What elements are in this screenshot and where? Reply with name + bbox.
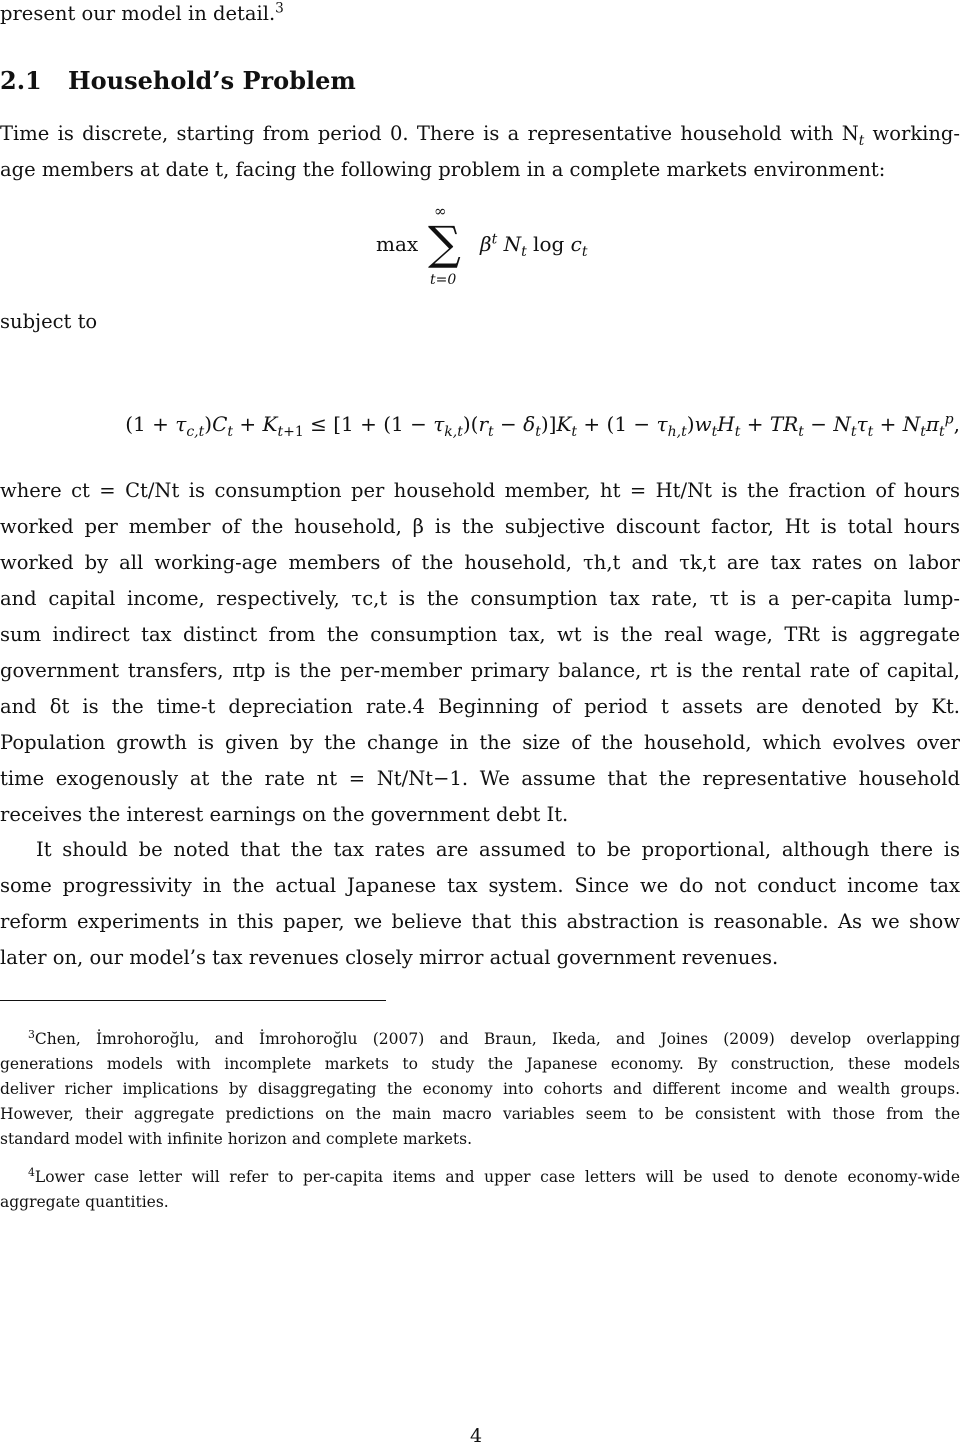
footnote3-marker: 3 <box>28 1027 35 1041</box>
summation-sign-icon: ∑ <box>428 216 461 270</box>
section-title: Household’s Problem <box>68 66 356 95</box>
paragraph1-line-2: worked per member of the household, β is the subjective discount factor, Ht is total hours <box>0 515 960 538</box>
footnote-ref-3[interactable]: 3 <box>275 0 284 17</box>
footnote4-marker: 4 <box>28 1165 35 1179</box>
paragraph1-line-7: and δt is the time-t depreciation rate.4 Beginning of period t assets are denoted by Kt. <box>0 695 960 718</box>
footnote4-line-1: $^4$Lower case letter will refer to per-capita items and upper case letters will be used to denote economy-wide <box>28 1165 960 1186</box>
page-number: 4 <box>470 1425 483 1447</box>
budget-constraint-equation: $(1 + \tau_{c,t})C_t + K_{t+1} \le [1 + (1 - \tau_{k,t})(r_t - \delta_t)]K_t + (1 - \tau_{h,t})w_tH_t + TR_t - N_t\tau_t + N_t\pi_t^p$, <box>125 411 960 440</box>
intro-line-1-tail: working- <box>864 122 960 145</box>
paragraph1-line-4: and capital income, respectively, τc,t is the consumption tax rate, τt is a per-capita lump- <box>0 587 960 610</box>
section-heading <box>0 66 356 95</box>
objective-equation <box>376 202 588 294</box>
intro-line-1-text: Time is discrete, starting from period 0. There is a representative household with $N_t$ working- <box>0 122 960 149</box>
footnote4-line-2: aggregate quantities. <box>0 1193 169 1211</box>
paragraph2-line-3: reform experiments in this paper, we believe that this abstraction is reasonable. As we show <box>0 910 960 933</box>
paragraph1-line-1: where ct = Ct/Nt is consumption per household member, ht = Ht/Nt is the fraction of hours <box>0 479 960 502</box>
paragraph2-line-4: later on, our model’s tax revenues closely mirror actual government revenues. <box>0 946 779 969</box>
footnote3-line-3: deliver richer implications by disaggregating the economy into cohorts and different income and wealth groups. <box>0 1080 960 1098</box>
objective-summand: $\beta^t$ $N_t$ $\log c_t$ <box>480 231 588 260</box>
top-line-text: present our model in detail. <box>0 2 276 25</box>
top-text-line <box>0 0 960 32</box>
sum-lower-limit: t=0 <box>430 272 457 288</box>
max-operator: max <box>376 232 419 256</box>
subscript-t: t <box>858 132 865 149</box>
paragraph1-line-10: receives the interest earnings on the government debt It. <box>0 803 569 826</box>
footnote3-line-2: generations models with incomplete markets to study the Japanese economy. By construction, these models <box>0 1055 960 1073</box>
footnote-rule <box>0 1000 386 1001</box>
paragraph1-line-5: sum indirect tax distinct from the consumption tax, wt is the real wage, TRt is aggregate <box>0 623 960 646</box>
paragraph1-line-3: worked by all working-age members of the household, τh,t and τk,t are tax rates on labor <box>0 551 960 574</box>
footnote3-line-1: $^3$Chen, İmrohoroğlu, and İmrohoroğlu (2007) and Braun, Ikeda, and Joines (2009) develop overlapping <box>28 1027 960 1048</box>
section-number: 2.1 <box>0 66 42 95</box>
paragraph2-line-2: some progressivity in the actual Japanese tax system. Since we do not conduct income tax <box>0 874 960 897</box>
intro-line-1 <box>0 116 960 152</box>
subject-to-label: subject to <box>0 310 98 333</box>
paragraph1-line-8: Population growth is given by the change in the size of the household, which evolves over <box>0 731 960 754</box>
footnote3-line-5: standard model with infinite horizon and complete markets. <box>0 1130 473 1148</box>
paragraph2-line-1: It should be noted that the tax rates are assumed to be proportional, although there is <box>36 838 960 861</box>
intro-line-2-text: age members at date t, facing the following problem in a complete markets environment: <box>0 158 886 181</box>
sum-upper-limit: ∞ <box>434 202 447 220</box>
paragraph1-line-6: government transfers, πtp is the per-member primary balance, rt is the rental rate of capital, <box>0 659 960 682</box>
paragraph1-line-9: time exogenously at the rate nt = Nt/Nt−1. We assume that the representative household <box>0 767 960 790</box>
intro-line-2 <box>0 152 960 188</box>
footnote3-line-4: However, their aggregate predictions on the main macro variables seem to be consistent with those from the <box>0 1105 960 1123</box>
